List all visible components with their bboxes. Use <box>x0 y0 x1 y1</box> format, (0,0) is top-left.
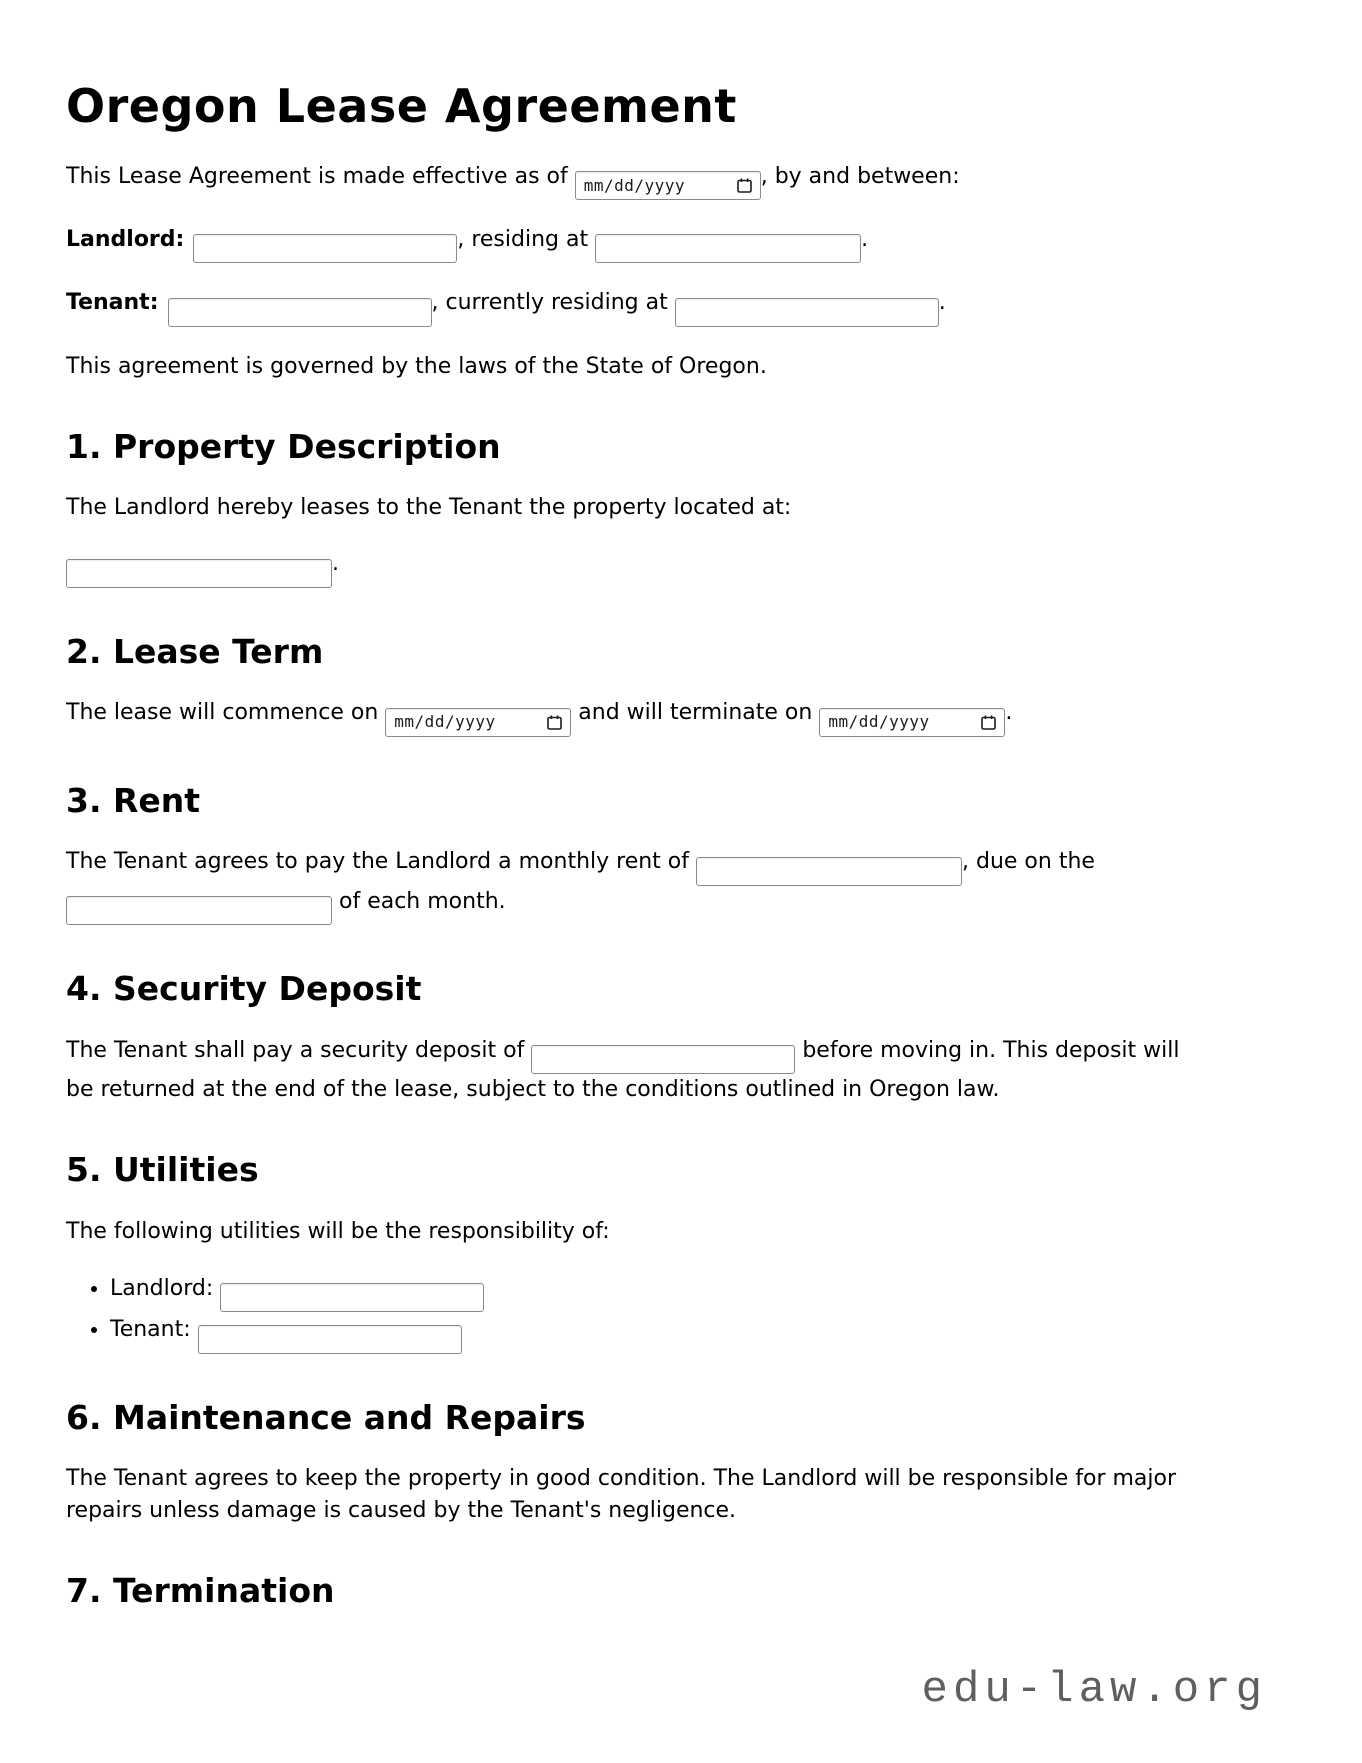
calendar-icon <box>981 715 996 730</box>
lease-term-text-between: and will terminate on <box>571 700 820 726</box>
security-deposit-text-after: before moving in. This deposit will be returned at the end of the lease, subject to the conditions outlined in Oregon law. <box>66 1037 1187 1103</box>
utilities-tenant-item <box>110 1313 1296 1354</box>
section-4-heading: 4. Security Deposit <box>66 969 422 1009</box>
utilities-landlord-item <box>110 1272 1296 1313</box>
tenant-address-input[interactable] <box>675 298 939 327</box>
effective-date-input[interactable] <box>575 171 761 200</box>
lease-end-date-input[interactable] <box>819 708 1005 737</box>
security-deposit-input[interactable] <box>531 1045 795 1074</box>
section-3-heading: 3. Rent <box>66 780 201 820</box>
maintenance-paragraph: The Tenant agrees to keep the property in good condition. The Landlord will be responsible for major repairs unless damage is caused by the Tenant's negligence. <box>66 1466 1184 1524</box>
security-deposit-paragraph <box>66 1035 1186 1106</box>
effective-date-placeholder: mm/dd/yyyy <box>583 175 686 195</box>
lease-end-date-placeholder: mm/dd/yyyy <box>828 712 930 732</box>
utilities-paragraph: The following utilities will be the responsibility of: <box>66 1218 610 1244</box>
rent-paragraph <box>66 846 1186 925</box>
landlord-name-input[interactable] <box>193 234 457 263</box>
lease-start-date-input[interactable] <box>385 708 571 737</box>
tenant-line <box>66 287 1186 327</box>
security-deposit-text-before: The Tenant shall pay a security deposit of <box>66 1037 532 1063</box>
property-after-input-text: . <box>332 551 339 577</box>
intro-paragraph <box>66 161 1186 200</box>
utilities-list <box>66 1272 1296 1354</box>
landlord-utilities-input[interactable] <box>220 1283 484 1312</box>
lease-term-text-before: The lease will commence on <box>66 700 386 726</box>
intro-text-before-date: This Lease Agreement is made effective as of <box>66 163 575 189</box>
page-title: Oregon Lease Agreement <box>66 79 737 133</box>
tenant-end-text: . <box>938 290 946 316</box>
tenant-label: Tenant: <box>66 290 159 316</box>
property-address-line <box>66 548 1296 588</box>
tenant-utilities-input[interactable] <box>198 1325 462 1354</box>
section-5-heading: 5. Utilities <box>66 1150 259 1190</box>
utilities-tenant-label: Tenant: <box>110 1317 198 1343</box>
utilities-landlord-label: Landlord: <box>110 1275 221 1301</box>
section-2-heading: 2. Lease Term <box>66 631 324 671</box>
landlord-line <box>66 224 1186 264</box>
section-7-heading: 7. Termination <box>66 1570 335 1610</box>
calendar-icon <box>547 715 562 730</box>
intro-text-after-date: , by and between: <box>760 163 960 189</box>
site-watermark: edu-law.org <box>921 1665 1267 1715</box>
governing-law-paragraph: This agreement is governed by the laws of the State of Oregon. <box>66 353 767 379</box>
monthly-rent-input[interactable] <box>696 857 962 886</box>
section-6-heading: 6. Maintenance and Repairs <box>66 1397 586 1437</box>
lease-term-text-after: . <box>1005 700 1013 726</box>
tenant-mid-text: , currently residing at <box>431 290 675 316</box>
tenant-name-input[interactable] <box>168 298 432 327</box>
section-1-heading: 1. Property Description <box>66 426 501 466</box>
rent-due-day-input[interactable] <box>66 896 332 925</box>
calendar-icon <box>737 178 752 193</box>
landlord-end-text: . <box>861 226 869 252</box>
landlord-mid-text: , residing at <box>457 226 596 252</box>
rent-text-before: The Tenant agrees to pay the Landlord a monthly rent of <box>66 849 696 875</box>
landlord-label: Landlord: <box>66 226 185 252</box>
lease-term-paragraph <box>66 697 1186 736</box>
landlord-address-input[interactable] <box>595 234 861 263</box>
rent-text-between: , due on the <box>962 849 1102 875</box>
property-address-input[interactable] <box>66 559 332 588</box>
rent-text-after: of each month. <box>332 888 506 914</box>
property-description-paragraph: The Landlord hereby leases to the Tenant the property located at: <box>66 495 792 521</box>
lease-start-date-placeholder: mm/dd/yyyy <box>394 712 496 732</box>
